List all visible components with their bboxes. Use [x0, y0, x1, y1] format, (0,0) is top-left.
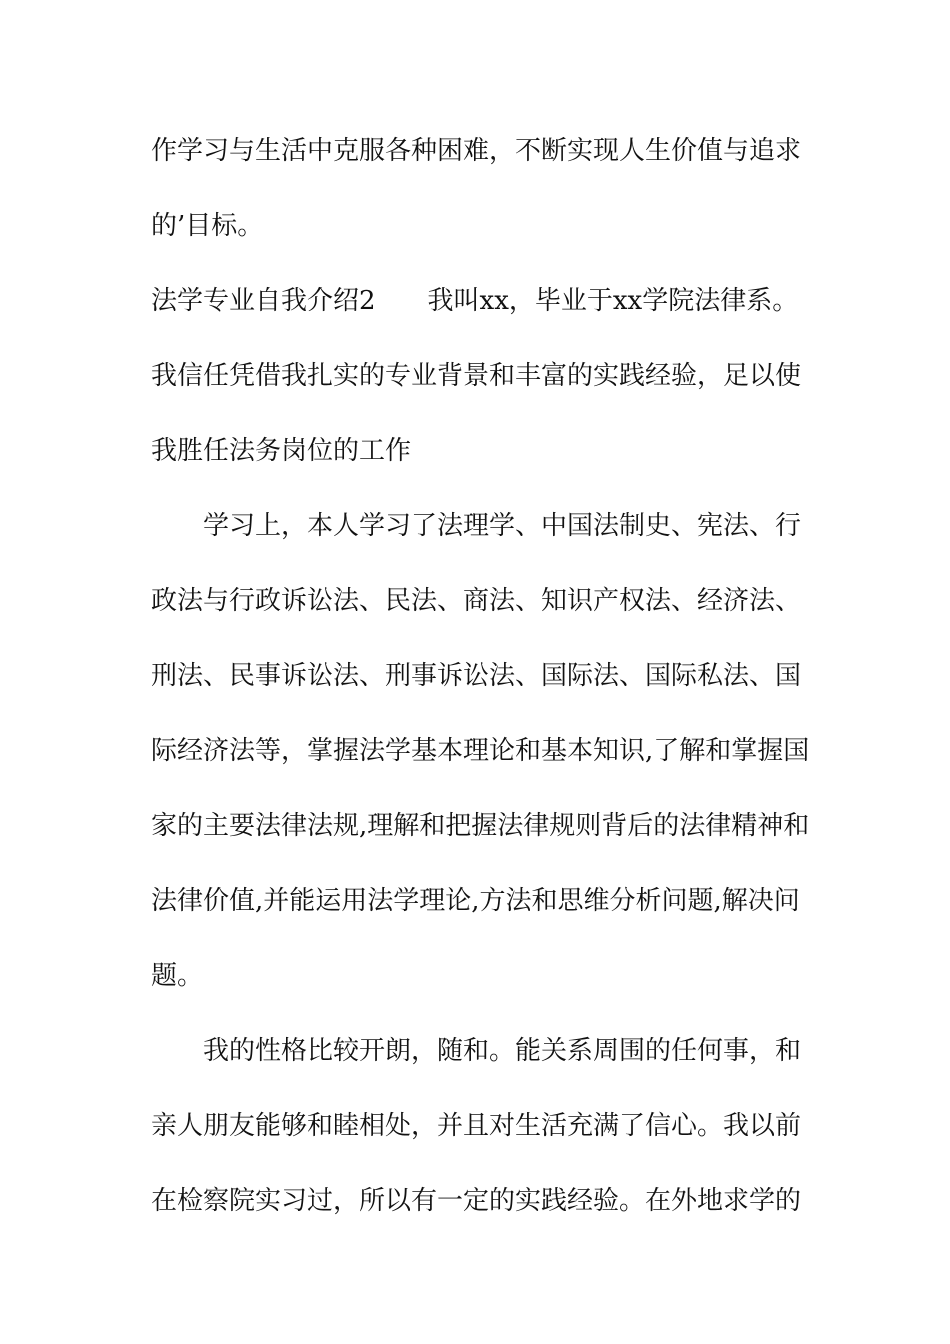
intro-sentence: 我叫xx，毕业于xx学院法律系。: [427, 286, 799, 316]
text-line-15: 在检察院实习过，所以有一定的实践经验。在外地求学的: [151, 1186, 802, 1216]
text-line-11: 法律价值,并能运用法学理论,方法和思维分析问题,解决问: [151, 886, 800, 916]
text-line-7: 政法与行政诉讼法、民法、商法、知识产权法、经济法、: [151, 586, 802, 616]
text-line-8: 刑法、民事诉讼法、刑事诉讼法、国际法、国际私法、国: [151, 661, 802, 691]
text-line-2: 的’目标。: [151, 211, 264, 241]
section-title: 法学专业自我介绍2: [151, 286, 376, 316]
text-line-1: 作学习与生活中克服各种困难，不断实现人生价值与追求: [151, 136, 802, 166]
text-line-10: 家的主要法律法规,理解和把握法律规则背后的法律精神和: [151, 811, 810, 841]
text-line-4: 我信任凭借我扎实的专业背景和丰富的实践经验，足以使: [151, 361, 802, 391]
text-line-14: 亲人朋友能够和睦相处，并且对生活充满了信心。我以前: [151, 1111, 802, 1141]
text-line-5: 我胜任法务岗位的工作: [151, 436, 412, 466]
paragraph-personality-start: 我的性格比较开朗，随和。能关系周围的任何事，和: [203, 1036, 802, 1066]
text-line-12: 题。: [151, 961, 204, 991]
paragraph-study-start: 学习上，本人学习了法理学、中国法制史、宪法、行: [203, 511, 802, 541]
section-title-line: [151, 283, 798, 319]
text-line-9: 际经济法等，掌握法学基本理论和基本知识,了解和掌握国: [151, 736, 810, 766]
